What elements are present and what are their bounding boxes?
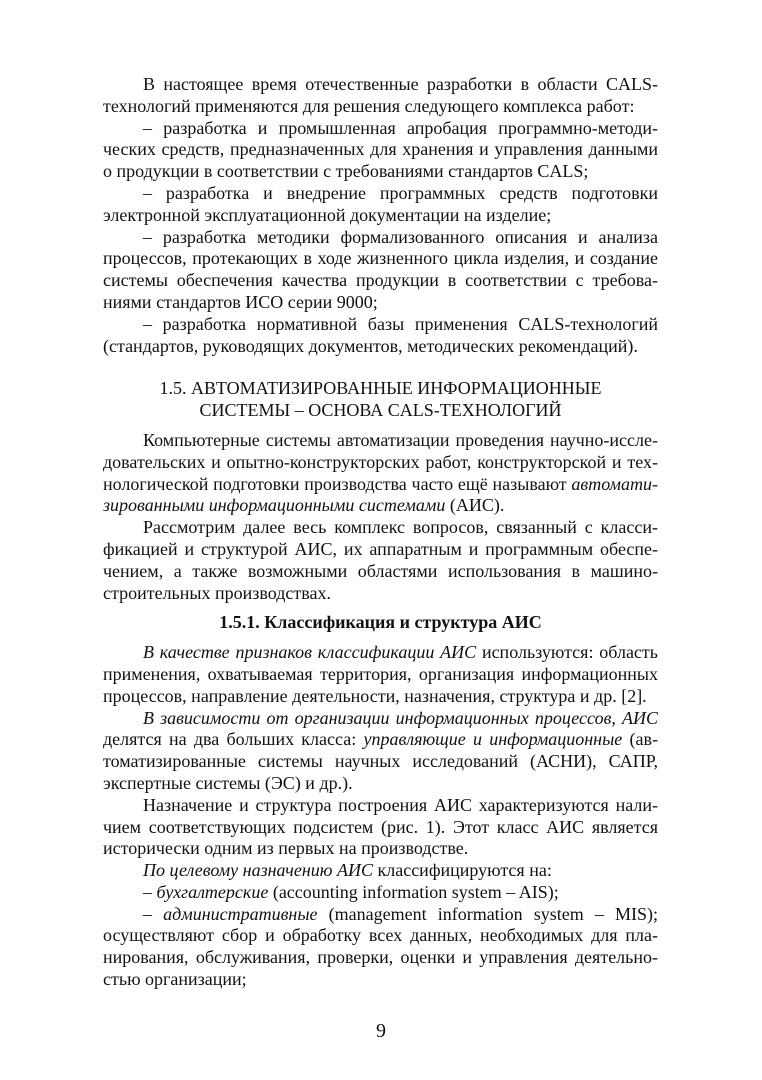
text-line: нирования, обслуживания, проверки, оценки и управления деятельно- — [103, 947, 658, 968]
emphasis-text: бухгалтерские — [156, 881, 269, 902]
subsection-paragraph-1 — [103, 642, 658, 707]
list-item-line: – разработка методики формализованного описания и анализа — [143, 226, 658, 247]
text-line: осуществляют сбор и обработку всех данных, необходимых для пла- — [103, 925, 658, 946]
spacer — [103, 604, 658, 612]
text-line: исторически одним из первых на производстве. — [103, 838, 469, 859]
text-line — [103, 860, 658, 882]
section-heading — [103, 378, 658, 422]
emphasis-text: По целевому назначению АИС — [143, 860, 373, 881]
emphasis-text: В зависимости от организации информационных процессов, АИС — [143, 707, 658, 728]
text-line: (стандартов, руководящих документов, методических рекомендаций). — [103, 335, 638, 356]
text-line: чием соответствующих подсистем (рис. 1). Этот класс АИС является — [103, 816, 658, 837]
text-line: ческих средств, предназначенных для хранения и управления данными — [103, 139, 658, 160]
text-line: процессов, протекающих в ходе жизненного цикла изделия, и создание — [103, 248, 658, 269]
text-line: применения, охватываемая территория, организация информационных — [103, 663, 658, 684]
list-dash: – — [143, 881, 157, 902]
text-line: Рассмотрим далее весь комплекс вопросов, связанный с класси- — [143, 517, 658, 538]
emphasis-text: В качестве признаков классификации АИС — [143, 642, 477, 663]
intro-list — [103, 118, 658, 358]
page-number: 9 — [376, 1020, 386, 1042]
text-line — [103, 495, 658, 517]
text-line: фикацией и структурой АИС, их аппаратным и программным обеспе- — [103, 538, 658, 559]
subsection-paragraph-2 — [103, 708, 658, 795]
text-run: делятся на два больших класса: — [103, 729, 364, 750]
text-line: довательских и опытно-конструкторских работ, конструкторской и тех- — [103, 451, 658, 472]
document-page — [103, 74, 658, 991]
text-run: классифицируются на: — [372, 860, 552, 881]
section-paragraph-2 — [103, 517, 658, 604]
text-run: (accounting information system – AIS); — [268, 881, 559, 902]
text-line: чением, а также возможными областями использования в машино- — [103, 560, 658, 581]
text-line: Назначение и структура построения АИС характеризуются нали- — [143, 794, 658, 815]
text-line: Компьютерные системы автоматизации проведения научно-исслe- — [143, 429, 658, 450]
emphasis-text: управляющие и информационные — [363, 729, 623, 750]
text-line: технологий применяются для решения следующего комплекса работ: — [103, 95, 635, 116]
emphasis-text: автомати- — [571, 473, 658, 494]
list-item-line: – разработка нормативной базы применения CALS-технологий — [143, 313, 658, 334]
text-line — [103, 474, 658, 496]
section-paragraph-1 — [103, 430, 658, 517]
text-line: строительных производствах. — [103, 582, 331, 603]
subsection-paragraph-3 — [103, 795, 658, 860]
text-line: экспертные системы (ЭС) и др.). — [103, 772, 353, 793]
text-line — [103, 642, 658, 664]
emphasis-text: административные — [163, 903, 318, 924]
emphasis-text: зированными информационными системами — [103, 495, 446, 516]
intro-paragraph — [103, 74, 658, 118]
list-dash: – — [143, 903, 164, 924]
section-title-line-2: СИСТЕМЫ – ОСНОВА CALS-ТЕХНОЛОГИЙ — [199, 400, 562, 421]
list-item — [103, 882, 658, 904]
subsection-paragraph-4 — [103, 860, 658, 882]
list-item-line: – разработка и внедрение программных средств подготовки — [143, 182, 658, 203]
text-line: ниями стандартов ИСО серии 9000; — [103, 291, 378, 312]
section-title-line-1: 1.5. АВТОМАТИЗИРОВАННЫЕ ИНФОРМАЦИОННЫЕ — [159, 378, 602, 399]
text-line: томатизированные системы научных исследований (АСНИ), САПР, — [103, 751, 658, 772]
text-line: процессов, направление деятельности, назначения, структура и др. [2]. — [103, 685, 647, 706]
subsection-title: 1.5.1. Классификация и структура АИС — [219, 612, 542, 633]
text-line: электронной эксплуатационной документации на изделие; — [103, 204, 552, 225]
text-line: о продукции в соответствии с требованиями стандартов CALS; — [103, 161, 589, 182]
text-line — [103, 729, 658, 751]
text-line — [103, 708, 658, 730]
text-run: используются: область — [476, 642, 658, 663]
text-line: системы обеспечения качества продукции в соответствии с требова- — [103, 270, 658, 291]
text-line: стью организации; — [103, 969, 247, 990]
list-item — [103, 904, 658, 926]
purpose-list — [103, 882, 658, 991]
text-line: В настоящее время отечественные разработки в области CALS- — [143, 74, 658, 94]
spacer — [103, 634, 658, 642]
spacer — [103, 422, 658, 430]
text-run: нологической подготовки производства часто ещё называют — [103, 473, 572, 494]
text-run: (ав- — [622, 729, 658, 750]
text-run: (management information system – MIS); — [317, 903, 658, 924]
text-run: (АИС). — [445, 495, 505, 516]
spacer — [103, 357, 658, 378]
list-item-line: – разработка и промышленная апробация программно-методи- — [143, 117, 658, 138]
